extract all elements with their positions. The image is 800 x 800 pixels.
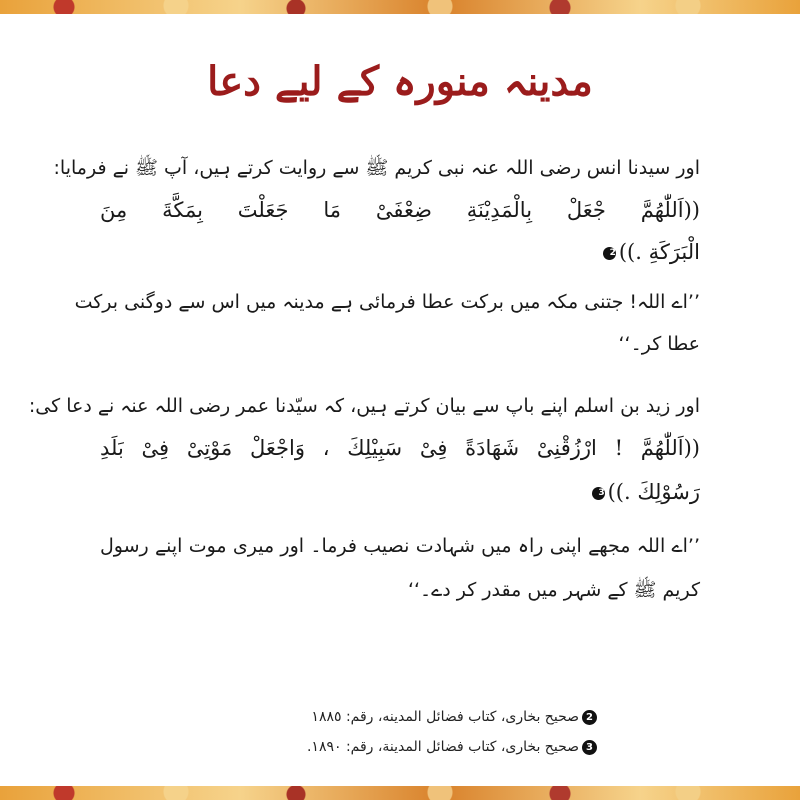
text-line-1: اور سیدنا انس رضی اللہ عنہ نبی کریم ﷺ سے روایت کرتے ہیں، آپ ﷺ نے فرمایا:	[53, 157, 700, 179]
book-page	[0, 14, 800, 786]
decorative-bottom-border	[0, 786, 800, 800]
translation-line-2: عطا کر۔‘‘	[618, 333, 700, 355]
footnote-2	[200, 736, 600, 758]
text-line-2: اور زید بن اسلم اپنے باپ سے بیان کرتے ہیں، کہ سیّدنا عمر رضی اللہ عنہ نے دعا کی:	[28, 395, 700, 417]
footnote-1	[200, 706, 600, 728]
footnote-ref-marker: 2	[603, 247, 616, 260]
decorative-top-border	[0, 0, 800, 14]
translation-line-4: کریم ﷺ کے شہر میں مقدر کر دے۔‘‘	[407, 579, 700, 601]
arabic-dua-line-4	[100, 476, 700, 508]
footnote-number-2: 3	[582, 740, 597, 755]
arabic-dua-end: الْبَرَکَةِ .))	[618, 240, 700, 264]
footnote-number-1: 2	[582, 710, 597, 725]
footnote-text-1: صحیح بخاری، کتاب فضائل المدینه، رقم: ١٨٨٥	[311, 709, 579, 725]
footnote-text-2: صحیح بخاری، کتاب فضائل المدینة، رقم: ١٨٩٠.	[306, 739, 579, 755]
arabic-dua-line-2	[100, 236, 700, 268]
footnote-ref-marker-2: 3	[592, 487, 605, 500]
translation-line-3: ’’اے اللہ مجھے اپنی راہ میں شہادت نصیب فرما۔ اور میری موت اپنے رسول	[100, 535, 700, 557]
translation-line-1: ’’اے اللہ! جتنی مکہ میں برکت عطا فرمائی ہے مدینہ میں اس سے دوگنی برکت	[74, 291, 700, 313]
arabic-dua-line-1: ((اَللّٰھُمَّ جْعَلْ بِالْمَدِیْنَةِ ضِعْفَیْ مَا جَعَلْتَ بِمَکَّةَ مِنَ	[100, 198, 700, 222]
arabic-dua-end-2: رَسُوْلِكَ .))	[607, 480, 700, 504]
page-title: مدینہ منورہ کے لیے دعا	[207, 58, 593, 105]
arabic-dua-line-3: ((اَللّٰھُمَّ ! ارْزُقْنِیْ شَھَادَةً فِیْ سَبِیْلِكَ ، وَاجْعَلْ مَوْتِیْ فِیْ بَلَدِ	[100, 436, 700, 460]
